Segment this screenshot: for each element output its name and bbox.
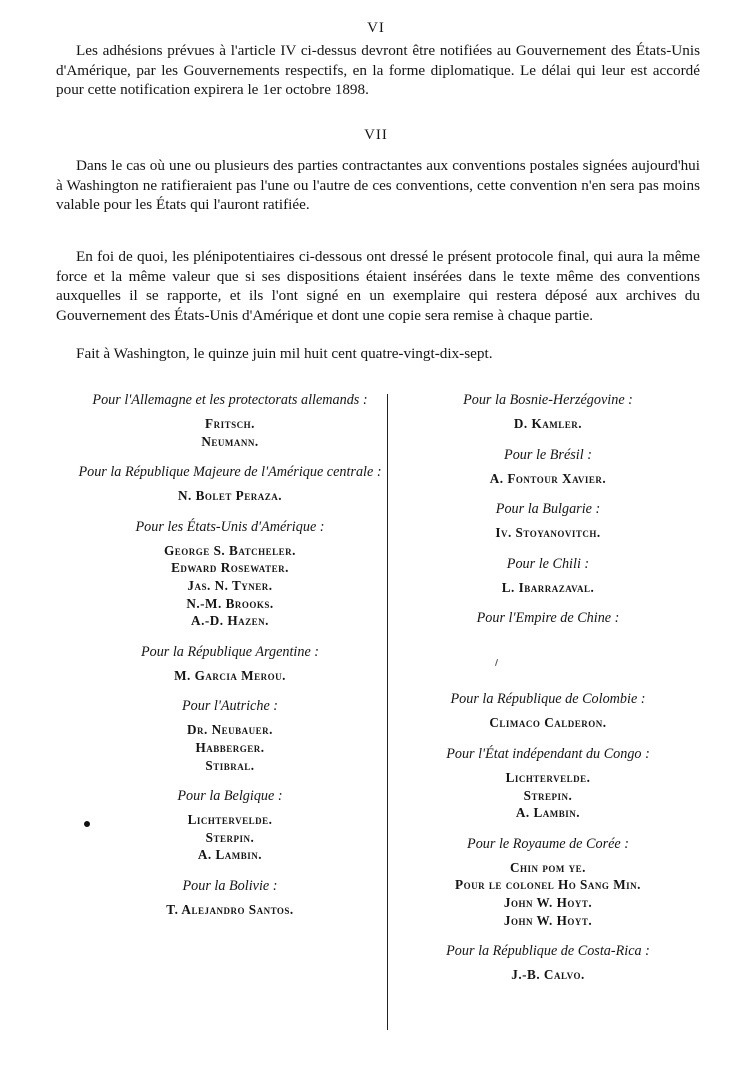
signature-heading: Pour l'Empire de Chine : — [476, 610, 620, 627]
signatory-name: N. Bolet Peraza. — [177, 488, 283, 504]
signature-block-right-5 — [450, 691, 645, 746]
signature-heading: Pour le Royaume de Corée : — [467, 835, 629, 852]
signatory-name: Jas. N. Tyner. — [187, 577, 273, 593]
signatory-name: Neumann. — [201, 433, 259, 449]
signatory-name: John W. Hoyt. — [503, 894, 593, 910]
signature-heading: Pour la République Argentine : — [140, 643, 320, 660]
signatory-list — [166, 901, 293, 919]
section-number-vi: VI — [367, 20, 385, 36]
section-vii-paragraph-2: En foi de quoi, les plénipotentiaires ci-dessous ont dressé le présent protocole final, qui aura la même force et la même valeur que si ses dispositions étaient insérées dans le texte même des conventions auxquelles il se rapporte, et ils l'ont signé en un exemplaire qui restera déposé aux archives du Gouvernement des États-Unis d'Amérique et dont une copie sera remise à chaque partie. — [56, 248, 700, 324]
section-vii-paragraph-3: Fait à Washington, le quinze juin mil huit cent quatre-vingt-dix-sept. — [76, 345, 493, 362]
signatory-list — [511, 966, 585, 984]
signatory-name: T. Alejandro Santos. — [166, 901, 294, 917]
signature-block-left-6 — [166, 878, 293, 933]
signatory-name: M. Garcia Merou. — [174, 667, 286, 683]
signatory-name: Chin pom ye. — [510, 859, 586, 875]
signatory-list — [506, 769, 591, 822]
signatory-list — [188, 811, 273, 864]
signatory-name: Stibral. — [205, 757, 255, 773]
signature-block-right-2 — [495, 501, 600, 556]
signatory-name: Strepin. — [523, 787, 573, 803]
signatory-name: Fritsch. — [205, 416, 255, 431]
signature-block-right-6 — [446, 746, 650, 836]
signature-heading: Pour l'Allemagne et les protectorats allemands : — [92, 392, 368, 408]
signatory-name: Edward Rosewater. — [171, 560, 289, 576]
signature-block-right-4 — [477, 610, 620, 691]
signatory-name: A. Fontour Xavier. — [489, 470, 607, 486]
signature-block-right-3 — [502, 556, 595, 611]
signature-block-left-0 — [92, 392, 367, 464]
signature-block-left-2 — [135, 519, 324, 644]
signature-heading: Pour la République de Costa-Rica : — [446, 943, 650, 960]
signatory-list — [514, 415, 582, 433]
signatory-name: N.-M. Brooks. — [186, 595, 274, 611]
section-number-vii: VII — [364, 127, 388, 143]
signature-heading: Pour la République de Colombie : — [450, 691, 646, 708]
signatory-list — [174, 667, 286, 685]
signatures-left-column — [72, 392, 388, 933]
signatory-list — [490, 470, 606, 488]
signature-heading: Pour la Bosnie-Herzégovine : — [463, 392, 633, 408]
ink-dot — [84, 821, 90, 827]
signatory-name: Lichtervelde. — [505, 769, 591, 785]
signatory-list — [455, 859, 641, 929]
signatory-list — [495, 524, 600, 542]
signatory-name: L. Ibarrazaval. — [501, 579, 595, 595]
signature-heading: Pour le Chili : — [506, 555, 590, 572]
signatures-right-column — [390, 392, 706, 998]
signature-heading: Pour l'Autriche : — [181, 698, 279, 715]
signatory-name: D. Kamler. — [513, 416, 583, 431]
signatory-name: Dr. Neubauer. — [187, 722, 273, 738]
signature-block-left-3 — [141, 644, 319, 699]
signatory-name: Climaco Calderon. — [489, 715, 607, 731]
signature-heading: Pour la Bulgarie : — [495, 501, 601, 518]
signatory-name: Habberger. — [195, 739, 265, 755]
signatory-name: John W. Hoyt. — [503, 912, 593, 928]
signature-heading: Pour le Brésil : — [504, 446, 592, 463]
signature-block-right-8 — [446, 943, 650, 998]
signature-heading: Pour la République Majeure de l'Amérique centrale : — [78, 464, 382, 481]
signature-block-right-1 — [490, 447, 606, 502]
signatory-name: Sterpin. — [205, 829, 255, 845]
signature-heading: Pour la Bolivie : — [182, 877, 278, 894]
signatory-list — [201, 415, 258, 450]
signature-block-left-4 — [182, 698, 278, 788]
section-vii-paragraph-1: Dans le cas où une ou plusieurs des parties contractantes aux conventions postales signées aujourd'hui à Washington ne ratifieraient pas l'une ou l'autre de ces conventions, cette convention n'en sera pas moins valable pour les États qui l'auront ratifiée. — [56, 157, 700, 214]
signatory-list — [502, 579, 595, 597]
signatory-name: J.-B. Calvo. — [511, 967, 585, 983]
signature-heading: Pour les États-Unis d'Amérique : — [135, 518, 325, 535]
signatory-name: Pour le colonel Ho Sang Min. — [455, 877, 641, 893]
signatory-name: A.-D. Hazen. — [191, 613, 269, 629]
signatory-list — [489, 714, 606, 732]
signatory-name: Lichtervelde. — [187, 812, 273, 828]
signatory-name: A. Lambin. — [515, 805, 581, 821]
signatory-name: A. Lambin. — [197, 847, 263, 863]
signatory-list — [164, 542, 296, 630]
signature-heading: Pour la Belgique : — [177, 788, 283, 805]
signatory-name: Iv. Stoyanovitch. — [495, 525, 601, 541]
signatory-list — [187, 721, 273, 774]
signature-block-right-7 — [455, 836, 641, 943]
signature-block-right-0 — [463, 392, 633, 447]
signatory-name: George S. Batcheler. — [164, 542, 296, 558]
signature-block-left-1 — [78, 464, 381, 519]
signatory-list — [178, 487, 282, 505]
section-vi-paragraph: Les adhésions prévues à l'article IV ci-dessus devront être notifiées au Gouvernement des États-Unis d'Amérique, par les Gouvernements respectifs, en la forme diplomatique. Le délai qui leur est accordé pour cette notification expirera le 1er octobre 1898. — [56, 42, 700, 99]
signature-block-left-5 — [177, 788, 282, 878]
signature-heading: Pour l'État indépendant du Congo : — [446, 745, 650, 762]
